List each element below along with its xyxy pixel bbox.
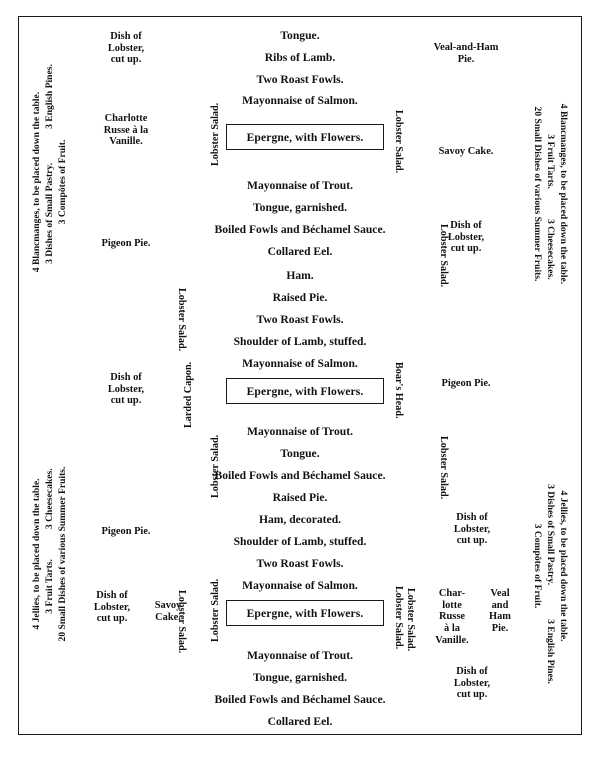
lobster-salad-label: Lobster Salad. bbox=[210, 434, 221, 498]
left-dish: Dish of Lobster, cut up. bbox=[93, 590, 131, 625]
lobster-salad-label: Lobster Salad. bbox=[210, 578, 221, 642]
margin-note-right-top: 4 Blancmanges, to be placed down the table. bbox=[558, 103, 569, 285]
lobster-salad-label: Lobster Salad. bbox=[393, 586, 404, 650]
left-dish: Savoy Cake. bbox=[154, 600, 182, 623]
lobster-salad-label: Lobster Salad. bbox=[176, 590, 187, 654]
right-dish: Char- lotte Russe à la Vanille. bbox=[435, 588, 469, 646]
right-dish: Dish of Lobster, cut up. bbox=[453, 666, 491, 701]
lobster-salad-label: Lobster Salad. bbox=[393, 110, 404, 174]
center-dish-line: Raised Pie. bbox=[272, 291, 328, 304]
center-dish-line: Two Roast Fowls. bbox=[256, 73, 344, 86]
center-dish-line: Shoulder of Lamb, stuffed. bbox=[233, 535, 367, 548]
center-dish-line: Tongue, garnished. bbox=[253, 671, 347, 684]
center-dish-line: Boiled Fowls and Béchamel Sauce. bbox=[214, 469, 386, 482]
margin-note-left-bottom-fruits: 20 Small Dishes of various Summer Fruits. bbox=[57, 466, 68, 642]
margin-note-left-bottom: 4 Jellies, to be placed down the table. bbox=[31, 478, 42, 630]
larded-capon-label: Larded Capon. bbox=[183, 361, 194, 428]
center-dish-line: Mayonnaise of Salmon. bbox=[242, 94, 358, 107]
right-dish: Veal-and-Ham Pie. bbox=[433, 42, 499, 65]
right-dish: Pigeon Pie. bbox=[441, 378, 491, 389]
center-dish-line: Ribs of Lamb. bbox=[264, 51, 336, 64]
lobster-salad-label: Lobster Salad. bbox=[438, 224, 449, 288]
center-dish-line: Boiled Fowls and Béchamel Sauce. bbox=[214, 693, 386, 706]
center-dish-line: Boiled Fowls and Béchamel Sauce. bbox=[214, 223, 386, 236]
center-dish-line: Mayonnaise of Trout. bbox=[247, 649, 353, 662]
margin-note-left-top-pastry: 3 Dishes of Small Pastry.3 English Pines. bbox=[44, 64, 55, 264]
center-dish-line: Ham. bbox=[286, 269, 314, 282]
right-dish: Dish of Lobster, cut up. bbox=[447, 220, 485, 255]
margin-note-right-bottom: 4 Jellies, to be placed down the table. bbox=[558, 490, 569, 642]
left-dish: Charlotte Russe à la Vanille. bbox=[103, 113, 149, 148]
left-dish: Pigeon Pie. bbox=[101, 238, 151, 249]
epergne-box-2: Epergne, with Flowers. bbox=[226, 378, 384, 404]
margin-note-right-bottom-compotes: 3 Compôtes of Fruit. bbox=[532, 523, 543, 609]
lobster-salad-label: Lobster Salad. bbox=[210, 102, 221, 166]
center-dish-line: Ham, decorated. bbox=[258, 513, 342, 526]
center-dish-line: Mayonnaise of Trout. bbox=[247, 179, 353, 192]
lobster-salad-label: Lobster Salad. bbox=[405, 588, 416, 652]
margin-note-left-top-compotes: 3 Compôtes of Fruit. bbox=[57, 139, 68, 225]
epergne-box-1: Epergne, with Flowers. bbox=[226, 124, 384, 150]
right-dish: Savoy Cake. bbox=[438, 146, 494, 157]
center-dish-line: Collared Eel. bbox=[267, 715, 333, 728]
boars-head-label: Boar's Head. bbox=[393, 362, 404, 419]
left-dish: Dish of Lobster, cut up. bbox=[107, 31, 145, 66]
center-dish-line: Tongue. bbox=[280, 29, 320, 42]
center-dish-line: Raised Pie. bbox=[272, 491, 328, 504]
center-dish-line: Collared Eel. bbox=[267, 245, 333, 258]
center-dish-line: Mayonnaise of Salmon. bbox=[242, 357, 358, 370]
epergne-box-3: Epergne, with Flowers. bbox=[226, 600, 384, 626]
left-dish: Pigeon Pie. bbox=[101, 526, 151, 537]
margin-note-right-top-fruits: 20 Small Dishes of various Summer Fruits. bbox=[532, 106, 543, 282]
center-dish-line: Shoulder of Lamb, stuffed. bbox=[233, 335, 367, 348]
center-dish-line: Two Roast Fowls. bbox=[256, 313, 344, 326]
margin-note-right-top-tarts: 3 Fruit Tarts.3 Cheesecakes. bbox=[545, 134, 556, 280]
lobster-salad-label: Lobster Salad. bbox=[438, 436, 449, 500]
lobster-salad-label: Lobster Salad. bbox=[176, 288, 187, 352]
right-dish: Dish of Lobster, cut up. bbox=[453, 512, 491, 547]
margin-note-left-bottom-cheesecakes: 3 Fruit Tarts.3 Cheesecakes. bbox=[44, 468, 55, 614]
right-dish: Veal and Ham Pie. bbox=[489, 588, 511, 634]
center-dish-line: Tongue, garnished. bbox=[253, 201, 347, 214]
center-dish-line: Mayonnaise of Trout. bbox=[247, 425, 353, 438]
margin-note-right-bottom-pastry: 3 Dishes of Small Pastry.3 English Pines. bbox=[545, 484, 556, 684]
left-dish: Dish of Lobster, cut up. bbox=[107, 372, 145, 407]
center-dish-line: Two Roast Fowls. bbox=[256, 557, 344, 570]
margin-note-left-top: 4 Blancmanges, to be placed down the table. bbox=[31, 91, 42, 273]
center-dish-line: Tongue. bbox=[280, 447, 320, 460]
center-dish-line: Mayonnaise of Salmon. bbox=[242, 579, 358, 592]
